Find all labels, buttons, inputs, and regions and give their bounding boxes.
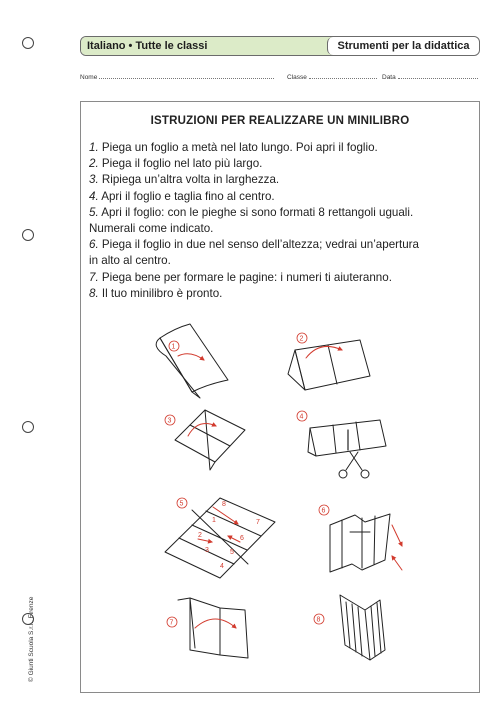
step-line: 2. Piega il foglio nel lato più largo. [89,157,263,171]
illustration-step-4 [297,411,386,478]
step-line: 7. Piega bene per formare le pagine: i numeri ti aiuteranno. [89,270,392,284]
folding-illustrations [80,310,480,690]
class-field[interactable] [287,72,377,81]
step-label: 1 [171,343,176,351]
illustration-step-7 [167,598,248,658]
step-label: 2 [299,335,304,343]
grid-number: 7 [256,519,260,526]
date-field[interactable] [382,72,478,81]
step-line: 1. Piega un foglio a metà nel lato lungo. Poi apri il foglio. [89,141,378,154]
instruction-list [89,140,474,302]
step-line: 4. Apri il foglio e taglia fino al centro. [89,189,275,203]
step-label: 3 [167,417,172,425]
class-label: Classe [287,74,307,81]
step-line: in alto al centro. [89,254,171,268]
step-label: 8 [316,616,321,624]
binder-hole-2 [22,229,34,241]
step-label: 7 [169,619,174,627]
illustration-step-6 [319,505,402,572]
header-bar [80,36,480,56]
student-info-fields [80,72,480,82]
illustration-step-5 [165,498,275,578]
grid-number: 2 [198,532,202,539]
step-line: 3. Ripiega un’altra volta in larghezza. [89,173,280,187]
scissors-icon [339,452,369,478]
step-label: 6 [321,507,326,515]
name-label: Nome [80,74,98,81]
grid-number: 8 [222,501,226,508]
step-label: 5 [179,500,184,508]
illustration-step-3 [165,410,245,470]
header-subject: Italiano • Tutte le classi [81,37,334,55]
binder-hole-1 [22,37,34,49]
grid-number: 4 [220,563,224,570]
illustration-step-8 [314,595,385,660]
step-line: 8. Il tuo minilibro è pronto. [89,286,223,300]
header-series: Strumenti per la didattica [327,37,479,55]
grid-number: 3 [205,547,209,554]
date-label: Data [382,74,396,81]
copyright-credit: © Giunti Scuola S.r.l., Firenze [28,596,35,682]
illustration-step-1 [156,324,228,398]
grid-number: 6 [240,535,244,542]
grid-number: 5 [230,549,234,556]
grid-number: 1 [212,517,216,524]
name-field[interactable] [80,72,274,81]
step-line: Numerali come indicato. [89,222,214,236]
page-title: ISTRUZIONI PER REALIZZARE UN MINILIBRO [150,115,410,127]
step-label: 4 [299,413,304,421]
illustration-step-2 [288,333,370,390]
step-line: 6. Piega il foglio in due nel senso dell’altezza; vedrai un’apertura [89,238,419,252]
binder-hole-3 [22,421,34,433]
step-line: 5. Apri il foglio: con le pieghe si sono formati 8 rettangoli uguali. [89,205,414,219]
